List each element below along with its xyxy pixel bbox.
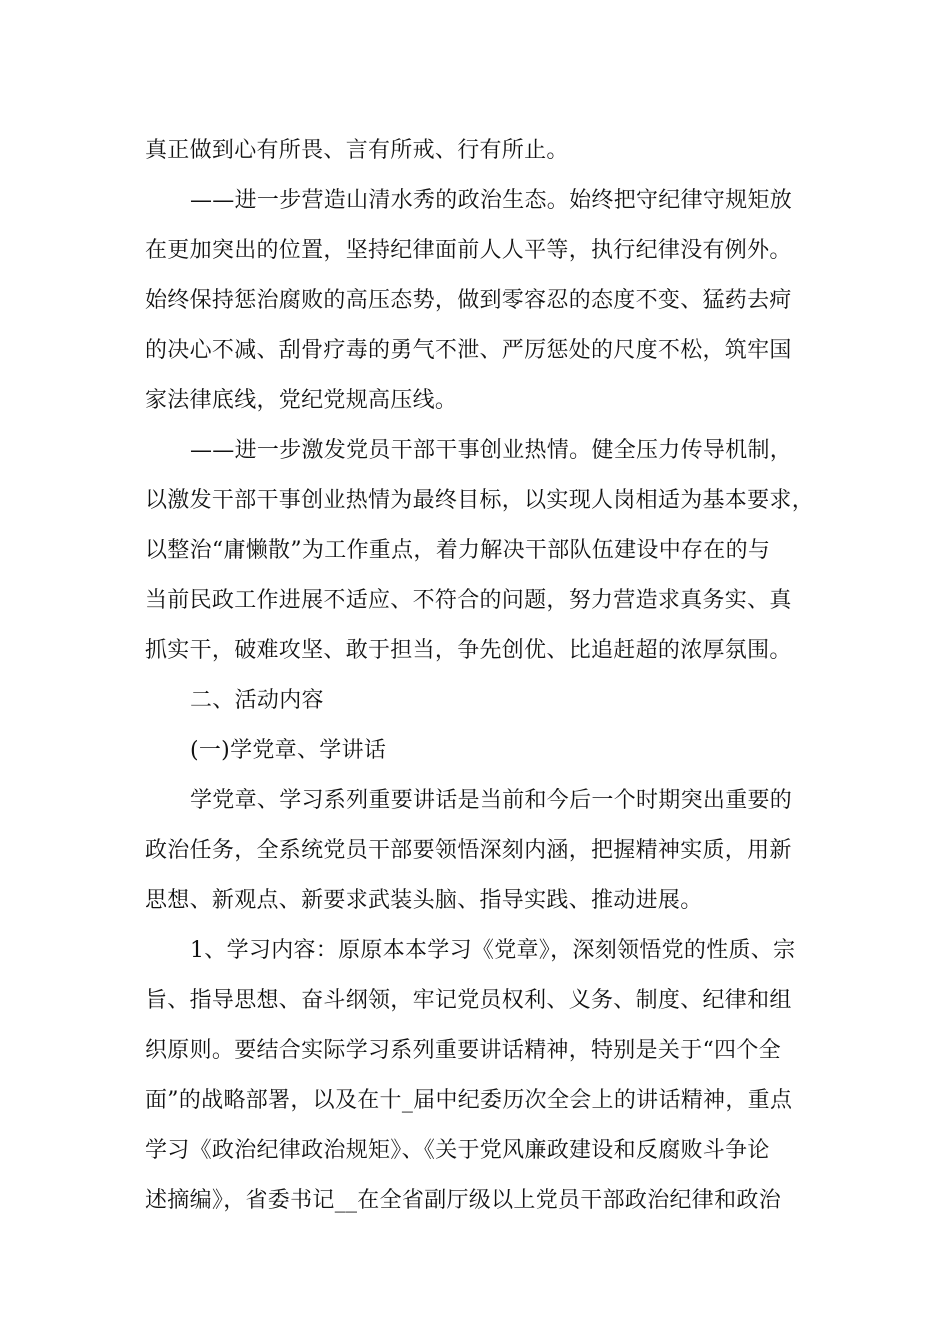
paragraph-line: 政治任务，全系统党员干部要领悟深刻内涵，把握精神实质，用新 — [145, 838, 792, 863]
paragraph-line: 1、学习内容：原原本本学习《党章》，深刻领悟党的性质、宗 — [190, 938, 796, 963]
subsection-heading: (一)学党章、学讲话 — [190, 738, 387, 763]
paragraph-line: 在更加突出的位置，坚持纪律面前人人平等，执行纪律没有例外。 — [145, 238, 792, 263]
section-heading: 二、活动内容 — [190, 688, 324, 713]
paragraph-line: 以激发干部干事创业热情为最终目标，以实现人岗相适为基本要求， — [145, 488, 815, 513]
paragraph-line: 家法律底线，党纪党规高压线。 — [145, 388, 458, 413]
paragraph-line: 学党章、学习系列重要讲话是当前和今后一个时期突出重要的 — [190, 788, 793, 813]
paragraph-line: 思想、新观点、新要求武装头脑、指导实践、推动进展。 — [145, 888, 703, 913]
paragraph-line: 真正做到心有所畏、言有所戒、行有所止。 — [145, 138, 569, 163]
paragraph-line: 当前民政工作进展不适应、不符合的问题，努力营造求真务实、真 — [145, 588, 792, 613]
paragraph-line: 以整治“庸懒散”为工作重点，着力解决干部队伍建设中存在的与 — [145, 538, 771, 563]
paragraph-line: 旨、指导思想、奋斗纲领，牢记党员权利、义务、制度、纪律和组 — [145, 988, 792, 1013]
paragraph-line: 述摘编》，省委书记__在全省副厅级以上党员干部政治纪律和政治 — [145, 1188, 782, 1213]
paragraph-line: ——进一步激发党员干部干事创业热情。健全压力传导机制， — [190, 438, 793, 463]
paragraph-line: 面”的战略部署，以及在十_届中纪委历次全会上的讲话精神，重点 — [145, 1088, 793, 1113]
paragraph-line: 始终保持惩治腐败的高压态势，做到零容忍的态度不变、猛药去疴 — [145, 288, 792, 313]
paragraph-line: 织原则。要结合实际学习系列重要讲话精神，特别是关于“四个全 — [145, 1038, 781, 1063]
paragraph-line: 学习《政治纪律政治规矩》、《关于党风廉政建设和反腐败斗争论 — [145, 1138, 770, 1163]
paragraph-line: 的决心不减、刮骨疗毒的勇气不泄、严厉惩处的尺度不松，筑牢国 — [145, 338, 792, 363]
paragraph-line: ——进一步营造山清水秀的政治生态。始终把守纪律守规矩放 — [190, 188, 793, 213]
paragraph-line: 抓实干，破难攻坚、敢于担当，争先创优、比追赶超的浓厚氛围。 — [145, 638, 792, 663]
